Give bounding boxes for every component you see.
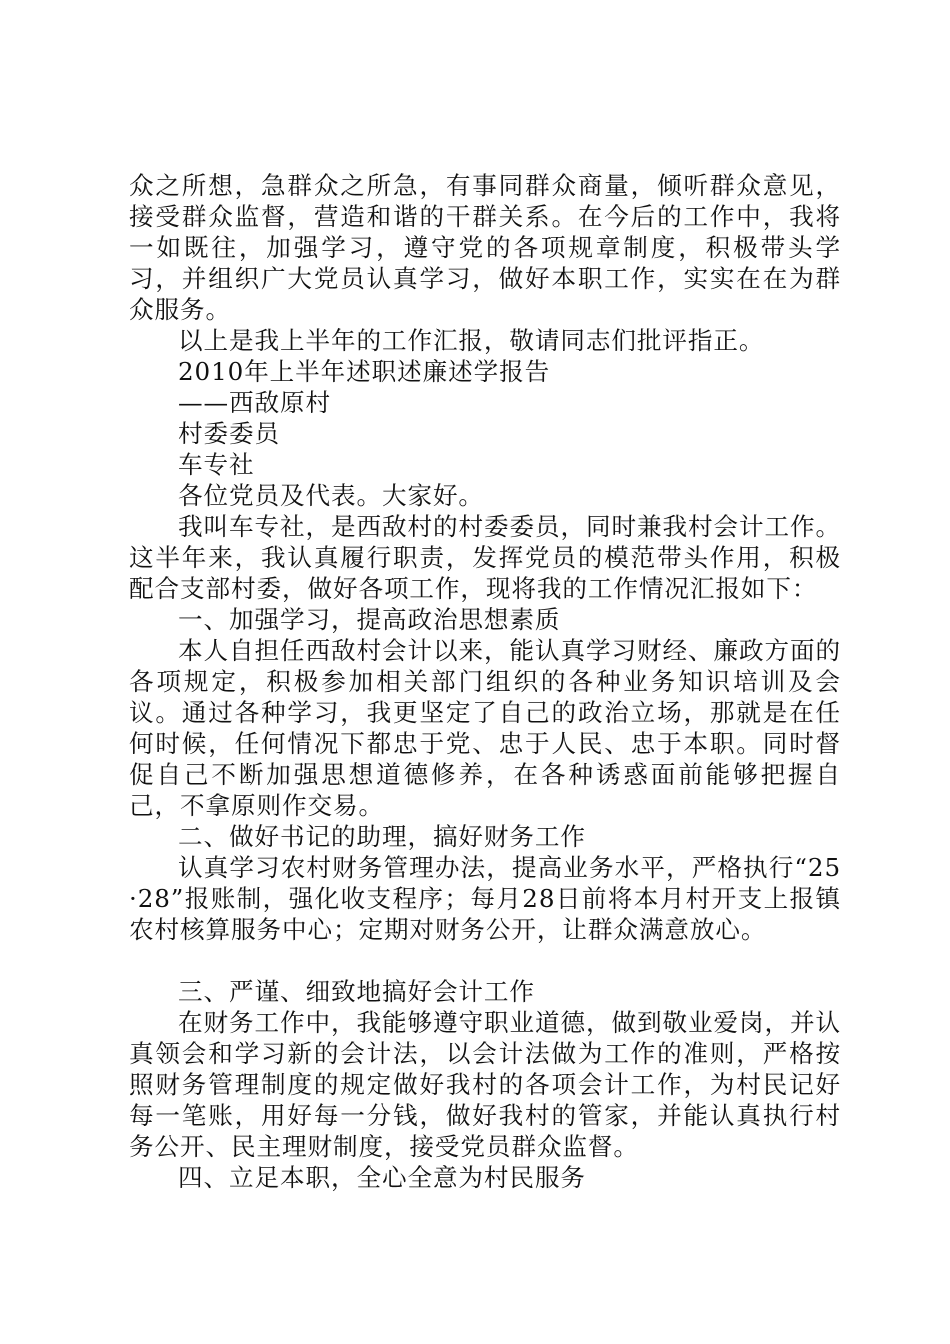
section-heading-2: 二、做好书记的助理，搞好财务工作 xyxy=(178,822,586,851)
paragraph-section-2: 认真学习农村财务管理办法，提高业务水平，严格执行“25·28”报账制，强化收支程序；每月28日前将本月村开支上报镇农村核算服务中心；定期对财务公开，让群众满意放心。 xyxy=(129,853,841,944)
report-title: 2010年上半年述职述廉述学报告 xyxy=(178,357,551,386)
section-heading-3: 三、严谨、细致地搞好会计工作 xyxy=(178,977,535,1006)
document-body xyxy=(129,170,841,1193)
section-heading-4: 四、立足本职，全心全意为村民服务 xyxy=(178,1163,586,1192)
report-author: 车专社 xyxy=(178,450,255,479)
closing-remark: 以上是我上半年的工作汇报，敬请同志们批评指正。 xyxy=(178,326,765,355)
paragraph-section-1: 本人自担任西敌村会计以来，能认真学习财经、廉政方面的各项规定，积极参加相关部门组织的各种业务知识培训及会议。通过各种学习，我更坚定了自己的政治立场，那就是在任何时候，任何情况下都忠于党、忠于人民、忠于本职。同时督促自己不断加强思想道德修养，在各种诱惑面前能够把握自己，不拿原则作交易。 xyxy=(129,636,841,820)
report-village: ——西敌原村 xyxy=(178,388,331,417)
report-position: 村委委员 xyxy=(178,419,280,448)
blank-line xyxy=(129,945,841,976)
paragraph-section-3: 在财务工作中，我能够遵守职业道德，做到敬业爱岗，并认真领会和学习新的会计法，以会计法做为工作的准则，严格按照财务管理制度的规定做好我村的各项会计工作，为村民记好每一笔账，用好每一分钱，做好我村的管家，并能认真执行村务公开、民主理财制度，接受党员群众监督。 xyxy=(129,1008,841,1161)
paragraph-continuation: 众之所想，急群众之所急，有事同群众商量，倾听群众意见，接受群众监督，营造和谐的干群关系。在今后的工作中，我将一如既往，加强学习，遵守党的各项规章制度，积极带头学习，并组织广大党员认真学习，做好本职工作，实实在在为群众服务。 xyxy=(129,171,841,324)
section-heading-1: 一、加强学习，提高政治思想素质 xyxy=(178,605,561,634)
salutation: 各位党员及代表。大家好。 xyxy=(178,481,484,510)
paragraph-introduction: 我叫车专社，是西敌村的村委委员，同时兼我村会计工作。这半年来，我认真履行职责，发挥党员的模范带头作用，积极配合支部村委，做好各项工作，现将我的工作情况汇报如下： xyxy=(129,512,841,603)
